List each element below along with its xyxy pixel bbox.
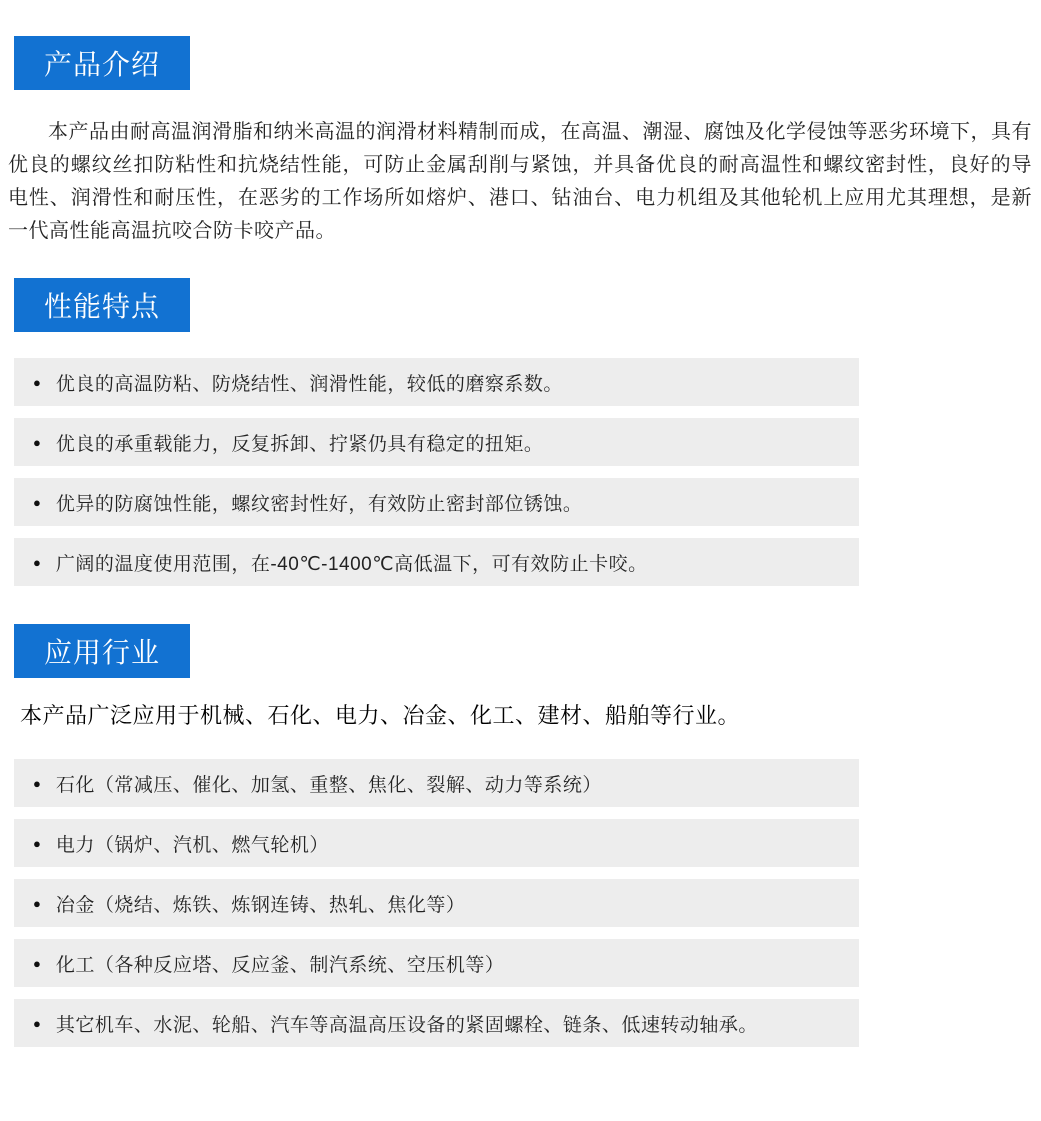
application-text: 石化（常减压、催化、加氢、重整、焦化、裂解、动力等系统） — [55, 774, 602, 796]
application-item — [14, 819, 859, 867]
feature-text: 优良的高温防粘、防烧结性、润滑性能，较低的磨察系数。 — [55, 373, 563, 395]
feature-text: 优异的防腐蚀性能，螺纹密封性好，有效防止密封部位锈蚀。 — [55, 493, 583, 515]
bullet-icon: ● — [33, 374, 41, 390]
feature-item — [14, 358, 859, 406]
application-list — [14, 759, 859, 1047]
section-title-text: 性能特点 — [43, 291, 160, 322]
feature-item — [14, 538, 859, 586]
feature-text: 广阔的温度使用范围，在-40℃-1400℃高低温下，可有效防止卡咬。 — [55, 553, 648, 575]
application-text: 冶金（烧结、炼铁、炼钢连铸、热轧、焦化等） — [55, 894, 466, 916]
application-item — [14, 999, 859, 1047]
application-item — [14, 759, 859, 807]
bullet-icon: ● — [33, 554, 41, 570]
feature-item — [14, 418, 859, 466]
feature-list — [14, 358, 859, 586]
feature-text: 优良的承重载能力，反复拆卸、拧紧仍具有稳定的扭矩。 — [55, 433, 544, 455]
application-item — [14, 939, 859, 987]
feature-item — [14, 478, 859, 526]
bullet-icon: ● — [33, 955, 41, 971]
section-title-applications — [14, 624, 190, 678]
section-title-text: 应用行业 — [43, 637, 160, 668]
bullet-icon: ● — [33, 835, 41, 851]
section-title-text: 产品介绍 — [43, 49, 160, 80]
bullet-icon: ● — [33, 775, 41, 791]
section-title-product-intro — [14, 36, 190, 90]
applications-lead: 本产品广泛应用于机械、石化、电力、冶金、化工、建材、船舶等行业。 — [20, 703, 741, 728]
bullet-icon: ● — [33, 1015, 41, 1031]
bullet-icon: ● — [33, 434, 41, 450]
application-text: 电力（锅炉、汽机、燃气轮机） — [55, 834, 329, 856]
bullet-icon: ● — [33, 494, 41, 510]
bullet-icon: ● — [33, 895, 41, 911]
application-text: 化工（各种反应塔、反应釜、制汽系统、空压机等） — [55, 954, 505, 976]
application-item — [14, 879, 859, 927]
product-intro-paragraph: 本产品由耐高温润滑脂和纳米高温的润滑材料精制而成，在高温、潮湿、腐蚀及化学侵蚀等恶劣环境下，具有优良的螺纹丝扣防粘性和抗烧结性能，可防止金属刮削与紧蚀，并具备优良的耐高温性和螺纹密封性，良好的导电性、润滑性和耐压性，在恶劣的工作场所如熔炉、港口、钻油台、电力机组及其他轮机上应用尤其理想，是新一代高性能高温抗咬合防卡咬产品。 — [8, 121, 1032, 242]
product-detail-page — [0, 36, 1041, 1121]
section-title-features — [14, 278, 190, 332]
application-text: 其它机车、水泥、轮船、汽车等高温高压设备的紧固螺栓、链条、低速转动轴承。 — [55, 1014, 758, 1036]
